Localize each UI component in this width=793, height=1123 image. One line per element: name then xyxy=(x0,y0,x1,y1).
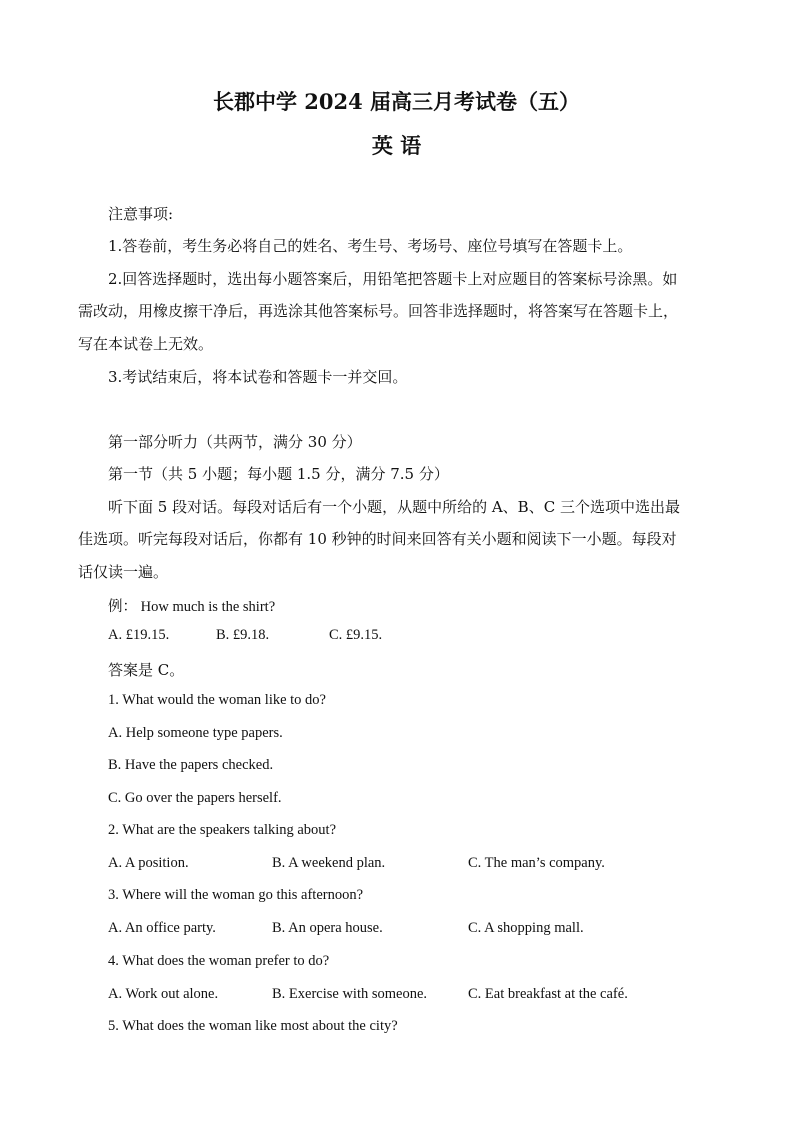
instructions-line-1: 听下面 5 段对话。每段对话后有一个小题，从题中所给的 A、B、C 三个选项中选出最 xyxy=(108,498,680,516)
question-2-option-a: A. A position. xyxy=(108,855,189,871)
question-1: 1. What would the woman like to do? xyxy=(108,692,326,708)
question-2-option-b: B. A weekend plan. xyxy=(272,855,386,871)
question-3-option-c: C. A shopping mall. xyxy=(468,920,584,936)
notice-item-2-line-1: 2.回答选择题时，选出每小题答案后，用铅笔把答题卡上对应题目的答案标号涂黑。如 xyxy=(108,270,678,288)
example-question: 例： How much is the shirt? xyxy=(108,599,276,615)
question-1-option-c: C. Go over the papers herself. xyxy=(108,790,282,806)
example-answer: 答案是 C。 xyxy=(108,661,185,679)
question-3: 3. Where will the woman go this afternoon? xyxy=(108,887,364,903)
example-option-a: A. £19.15. xyxy=(108,627,170,643)
question-3-option-a: A. An office party. xyxy=(108,920,216,936)
notice-item-2-line-2: 需改动，用橡皮擦干净后，再选涂其他答案标号。回答非选择题时，将答案写在答题卡上， xyxy=(78,302,679,320)
example-option-b: B. £9.18. xyxy=(216,627,270,643)
section1-heading: 第一节（共 5 小题；每小题 1.5 分，满分 7.5 分） xyxy=(108,465,449,483)
subject-title: 英 语 xyxy=(371,133,422,158)
question-4-option-c: C. Eat breakfast at the café. xyxy=(468,986,628,1002)
question-5: 5. What does the woman like most about the city? xyxy=(108,1018,398,1034)
question-4: 4. What does the woman prefer to do? xyxy=(108,953,330,969)
instructions-line-2: 佳选项。听完每段对话后，你都有 10 秒钟的时间来回答有关小题和阅读下一小题。每段对 xyxy=(78,530,677,548)
question-1-option-b: B. Have the papers checked. xyxy=(108,757,274,773)
example-option-c: C. £9.15. xyxy=(329,627,383,643)
question-4-option-a: A. Work out alone. xyxy=(108,986,219,1002)
part1-heading: 第一部分听力（共两节，满分 30 分） xyxy=(108,433,362,451)
notice-heading: 注意事项: xyxy=(108,205,174,223)
exam-title: 长郡中学 2024 届高三月考试卷（五） xyxy=(212,89,581,114)
question-4-option-b: B. Exercise with someone. xyxy=(272,986,428,1002)
notice-item-1: 1.答卷前，考生务必将自己的姓名、考生号、考场号、座位号填写在答题卡上。 xyxy=(108,237,633,255)
notice-item-2-line-3: 写在本试卷上无效。 xyxy=(78,335,214,353)
instructions-line-3: 话仅读一遍。 xyxy=(78,563,169,581)
question-1-option-a: A. Help someone type papers. xyxy=(108,725,283,741)
question-2: 2. What are the speakers talking about? xyxy=(108,822,337,838)
question-2-option-c: C. The man’s company. xyxy=(468,855,605,871)
notice-item-3: 3.考试结束后，将本试卷和答题卡一并交回。 xyxy=(108,368,408,386)
question-3-option-b: B. An opera house. xyxy=(272,920,383,936)
